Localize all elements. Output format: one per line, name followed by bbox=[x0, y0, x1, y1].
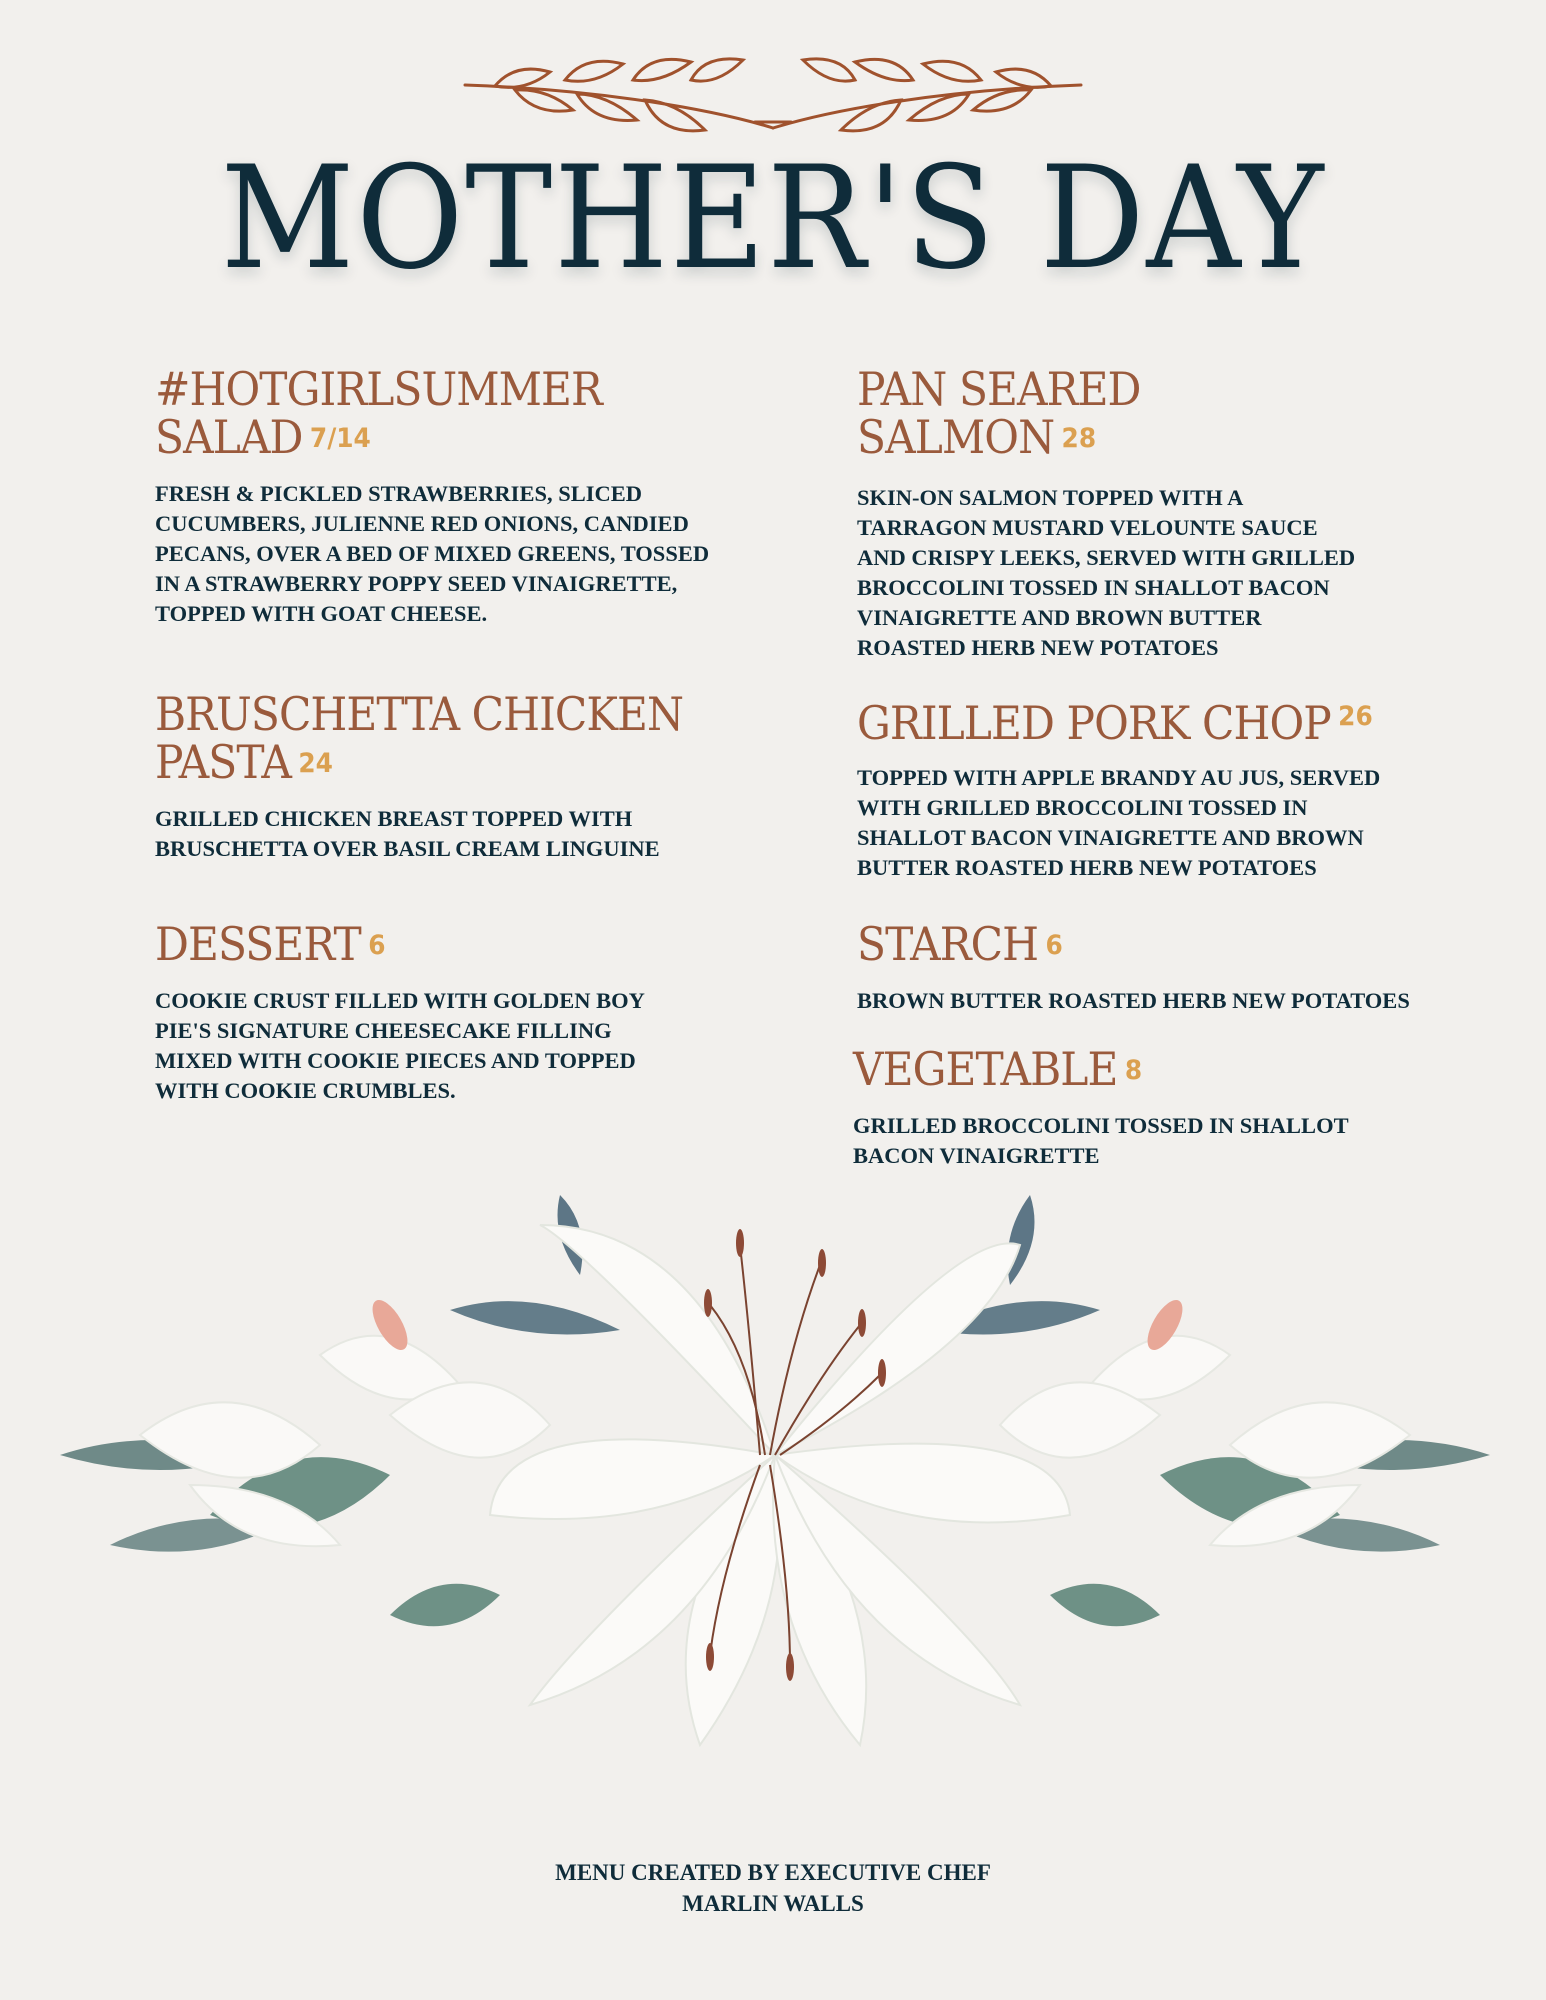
item-price: 8 bbox=[1124, 1055, 1143, 1086]
item-name: VEGETABLE 8 bbox=[853, 1042, 1143, 1096]
menu-item-vegetable bbox=[853, 1042, 1353, 1171]
item-description: FRESH & PICKLED STRAWBERRIES, SLICED CUCUMBERS, JULIENNE RED ONIONS, CANDIED PECANS, OVER A BED OF MIXED GREENS, TOSSED IN A STRAWBERRY POPPY SEED VINAIGRETTE, TOPPED WITH GOAT CHEESE. bbox=[155, 481, 710, 626]
item-description: GRILLED BROCCOLINI TOSSED IN SHALLOT BACON VINAIGRETTE bbox=[853, 1113, 1349, 1168]
footer-line-2: MARLIN WALLS bbox=[682, 1891, 864, 1916]
lily-bouquet-illustration bbox=[60, 1185, 1490, 1795]
item-description: COOKIE CRUST FILLED WITH GOLDEN BOY PIE'S SIGNATURE CHEESECAKE FILLING MIXED WITH COOKIE PIECES AND TOPPED WITH COOKIE CRUMBLES. bbox=[155, 988, 645, 1103]
footer-line-1: MENU CREATED BY EXECUTIVE CHEF bbox=[555, 1860, 991, 1885]
item-name: STARCH 6 bbox=[857, 917, 1063, 971]
menu-item-bruschetta-pasta bbox=[155, 687, 715, 864]
menu-item-salmon bbox=[857, 362, 1367, 663]
item-price: 28 bbox=[1061, 423, 1097, 454]
menu-item-salad bbox=[155, 362, 715, 629]
menu-item-starch bbox=[857, 917, 1457, 1016]
item-description: TOPPED WITH APPLE BRANDY AU JUS, SERVED WITH GRILLED BROCCOLINI TOSSED IN SHALLOT BACON VINAIGRETTE AND BROWN BUTTER ROASTED HERB NEW POTATOES bbox=[857, 765, 1381, 880]
item-name: GRILLED PORK CHOP $^{26}$ bbox=[857, 696, 1373, 750]
footer-credit bbox=[0, 1857, 1546, 1919]
item-description: SKIN-ON SALMON TOPPED WITH A TARRAGON MUSTARD VELOUNTE SAUCE AND CRISPY LEEKS, SERVED WITH GRILLED BROCCOLINI TOSSED IN SHALLOT BACON VINAIGRETTE AND BROWN BUTTER ROASTED HERB NEW POTATOES bbox=[857, 485, 1356, 660]
laurel-branch-icon bbox=[455, 50, 1091, 150]
item-price: 24 bbox=[298, 748, 333, 779]
item-name: BRUSCHETTA CHICKEN PASTA 24 bbox=[155, 687, 684, 789]
item-price: 26 bbox=[1338, 701, 1373, 732]
page-title: MOTHER'S DAY bbox=[220, 136, 1326, 301]
item-price: 6 bbox=[1045, 930, 1063, 961]
item-name: #HOTGIRLSUMMER SALAD 7/14 bbox=[155, 362, 602, 464]
menu-item-dessert bbox=[155, 917, 665, 1106]
item-price: 7/14 bbox=[309, 423, 371, 454]
item-name: DESSERT 6 bbox=[155, 917, 386, 971]
item-description: BROWN BUTTER ROASTED HERB NEW POTATOES bbox=[857, 988, 1410, 1013]
item-name: PAN SEARED SALMON 28 bbox=[857, 362, 1141, 464]
item-price: 6 bbox=[368, 930, 386, 961]
menu-item-pork-chop bbox=[857, 693, 1407, 883]
item-description: GRILLED CHICKEN BREAST TOPPED WITH BRUSCHETTA OVER BASIL CREAM LINGUINE bbox=[155, 806, 660, 861]
